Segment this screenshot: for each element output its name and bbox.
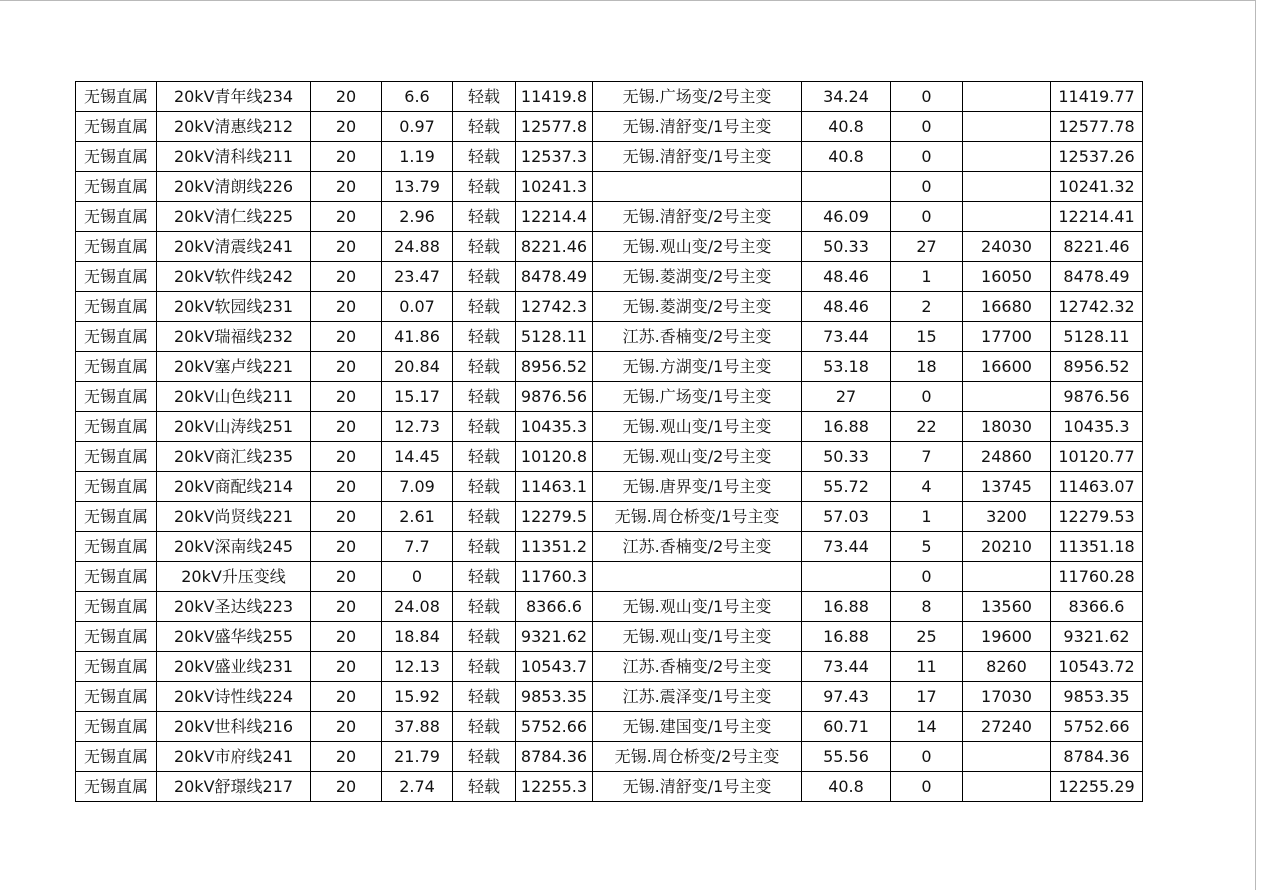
line-name-cell: 20kV商配线214 bbox=[157, 472, 311, 502]
count-cell: 8 bbox=[891, 592, 963, 622]
count-cell: 1 bbox=[891, 262, 963, 292]
substation-cell: 江苏.香楠变/2号主变 bbox=[593, 322, 802, 352]
available-capacity-cell: 9321.62 bbox=[1051, 622, 1143, 652]
unit-cell: 无锡直属 bbox=[76, 442, 157, 472]
length-cell: 12.73 bbox=[382, 412, 453, 442]
unit-cell: 无锡直属 bbox=[76, 562, 157, 592]
table-row bbox=[76, 322, 1143, 352]
substation-cell: 无锡.观山变/2号主变 bbox=[593, 442, 802, 472]
substation-cell: 无锡.菱湖变/2号主变 bbox=[593, 292, 802, 322]
total-capacity-cell bbox=[963, 202, 1051, 232]
unit-cell: 无锡直属 bbox=[76, 382, 157, 412]
table-row bbox=[76, 82, 1143, 112]
transformer-load-cell: 73.44 bbox=[802, 652, 891, 682]
load-status-cell: 轻载 bbox=[453, 562, 516, 592]
total-capacity-cell: 17030 bbox=[963, 682, 1051, 712]
length-cell: 37.88 bbox=[382, 712, 453, 742]
line-name-cell: 20kV清震线241 bbox=[157, 232, 311, 262]
available-capacity-cell: 10543.72 bbox=[1051, 652, 1143, 682]
table-row bbox=[76, 292, 1143, 322]
count-cell: 17 bbox=[891, 682, 963, 712]
voltage-cell: 20 bbox=[311, 352, 382, 382]
available-capacity-cell: 9853.35 bbox=[1051, 682, 1143, 712]
count-cell: 22 bbox=[891, 412, 963, 442]
length-cell: 21.79 bbox=[382, 742, 453, 772]
load-status-cell: 轻载 bbox=[453, 232, 516, 262]
unit-cell: 无锡直属 bbox=[76, 352, 157, 382]
unit-cell: 无锡直属 bbox=[76, 292, 157, 322]
unit-cell: 无锡直属 bbox=[76, 622, 157, 652]
available-capacity-cell: 5752.66 bbox=[1051, 712, 1143, 742]
unit-cell: 无锡直属 bbox=[76, 652, 157, 682]
line-name-cell: 20kV圣达线223 bbox=[157, 592, 311, 622]
available-capacity-cell: 8956.52 bbox=[1051, 352, 1143, 382]
total-capacity-cell: 16680 bbox=[963, 292, 1051, 322]
unit-cell: 无锡直属 bbox=[76, 262, 157, 292]
voltage-cell: 20 bbox=[311, 112, 382, 142]
transformer-load-cell: 53.18 bbox=[802, 352, 891, 382]
unit-cell: 无锡直属 bbox=[76, 112, 157, 142]
line-name-cell: 20kV尚贤线221 bbox=[157, 502, 311, 532]
count-cell: 0 bbox=[891, 172, 963, 202]
length-cell: 6.6 bbox=[382, 82, 453, 112]
line-name-cell: 20kV软园线231 bbox=[157, 292, 311, 322]
substation-cell: 无锡.观山变/1号主变 bbox=[593, 412, 802, 442]
unit-cell: 无锡直属 bbox=[76, 772, 157, 802]
transformer-load-cell: 40.8 bbox=[802, 112, 891, 142]
transformer-load-cell bbox=[802, 172, 891, 202]
transformer-load-cell: 16.88 bbox=[802, 592, 891, 622]
voltage-cell: 20 bbox=[311, 622, 382, 652]
capacity-cell: 8366.6 bbox=[516, 592, 593, 622]
load-status-cell: 轻载 bbox=[453, 472, 516, 502]
voltage-cell: 20 bbox=[311, 262, 382, 292]
table-row bbox=[76, 352, 1143, 382]
available-capacity-cell: 8784.36 bbox=[1051, 742, 1143, 772]
table-row bbox=[76, 202, 1143, 232]
line-name-cell: 20kV软件线242 bbox=[157, 262, 311, 292]
transformer-load-cell: 40.8 bbox=[802, 772, 891, 802]
available-capacity-cell: 12577.78 bbox=[1051, 112, 1143, 142]
substation-cell: 无锡.观山变/1号主变 bbox=[593, 592, 802, 622]
load-status-cell: 轻载 bbox=[453, 322, 516, 352]
transformer-load-cell: 73.44 bbox=[802, 532, 891, 562]
available-capacity-cell: 12255.29 bbox=[1051, 772, 1143, 802]
substation-cell: 无锡.方湖变/1号主变 bbox=[593, 352, 802, 382]
length-cell: 18.84 bbox=[382, 622, 453, 652]
total-capacity-cell: 3200 bbox=[963, 502, 1051, 532]
length-cell: 15.17 bbox=[382, 382, 453, 412]
unit-cell: 无锡直属 bbox=[76, 742, 157, 772]
substation-cell bbox=[593, 172, 802, 202]
available-capacity-cell: 11419.77 bbox=[1051, 82, 1143, 112]
capacity-cell: 8221.46 bbox=[516, 232, 593, 262]
length-cell: 0.07 bbox=[382, 292, 453, 322]
table-row bbox=[76, 442, 1143, 472]
total-capacity-cell: 27240 bbox=[963, 712, 1051, 742]
available-capacity-cell: 5128.11 bbox=[1051, 322, 1143, 352]
count-cell: 25 bbox=[891, 622, 963, 652]
voltage-cell: 20 bbox=[311, 322, 382, 352]
capacity-cell: 8784.36 bbox=[516, 742, 593, 772]
load-status-cell: 轻载 bbox=[453, 442, 516, 472]
count-cell: 5 bbox=[891, 532, 963, 562]
length-cell: 2.74 bbox=[382, 772, 453, 802]
count-cell: 14 bbox=[891, 712, 963, 742]
capacity-cell: 5128.11 bbox=[516, 322, 593, 352]
length-cell: 20.84 bbox=[382, 352, 453, 382]
capacity-cell: 11760.3 bbox=[516, 562, 593, 592]
voltage-cell: 20 bbox=[311, 502, 382, 532]
table-row bbox=[76, 742, 1143, 772]
available-capacity-cell: 10435.3 bbox=[1051, 412, 1143, 442]
length-cell: 0.97 bbox=[382, 112, 453, 142]
load-status-cell: 轻载 bbox=[453, 772, 516, 802]
total-capacity-cell: 17700 bbox=[963, 322, 1051, 352]
count-cell: 1 bbox=[891, 502, 963, 532]
unit-cell: 无锡直属 bbox=[76, 82, 157, 112]
length-cell: 2.61 bbox=[382, 502, 453, 532]
voltage-cell: 20 bbox=[311, 652, 382, 682]
load-status-cell: 轻载 bbox=[453, 382, 516, 412]
total-capacity-cell: 24860 bbox=[963, 442, 1051, 472]
line-name-cell: 20kV世科线216 bbox=[157, 712, 311, 742]
available-capacity-cell: 8478.49 bbox=[1051, 262, 1143, 292]
available-capacity-cell: 9876.56 bbox=[1051, 382, 1143, 412]
transformer-load-cell: 48.46 bbox=[802, 262, 891, 292]
transformer-load-cell bbox=[802, 562, 891, 592]
table-row bbox=[76, 112, 1143, 142]
count-cell: 0 bbox=[891, 202, 963, 232]
load-status-cell: 轻载 bbox=[453, 292, 516, 322]
substation-cell: 无锡.观山变/1号主变 bbox=[593, 622, 802, 652]
load-status-cell: 轻载 bbox=[453, 652, 516, 682]
substation-cell: 无锡.唐界变/1号主变 bbox=[593, 472, 802, 502]
length-cell: 0 bbox=[382, 562, 453, 592]
capacity-cell: 12255.3 bbox=[516, 772, 593, 802]
total-capacity-cell: 8260 bbox=[963, 652, 1051, 682]
substation-cell: 无锡.周仓桥变/1号主变 bbox=[593, 502, 802, 532]
available-capacity-cell: 12214.41 bbox=[1051, 202, 1143, 232]
capacity-cell: 10435.3 bbox=[516, 412, 593, 442]
voltage-cell: 20 bbox=[311, 442, 382, 472]
length-cell: 24.88 bbox=[382, 232, 453, 262]
count-cell: 15 bbox=[891, 322, 963, 352]
line-name-cell: 20kV塞卢线221 bbox=[157, 352, 311, 382]
count-cell: 18 bbox=[891, 352, 963, 382]
count-cell: 27 bbox=[891, 232, 963, 262]
total-capacity-cell: 13560 bbox=[963, 592, 1051, 622]
length-cell: 2.96 bbox=[382, 202, 453, 232]
unit-cell: 无锡直属 bbox=[76, 142, 157, 172]
voltage-cell: 20 bbox=[311, 82, 382, 112]
line-name-cell: 20kV瑞福线232 bbox=[157, 322, 311, 352]
voltage-cell: 20 bbox=[311, 682, 382, 712]
count-cell: 0 bbox=[891, 742, 963, 772]
substation-cell: 无锡.清舒变/1号主变 bbox=[593, 142, 802, 172]
count-cell: 4 bbox=[891, 472, 963, 502]
capacity-cell: 11351.2 bbox=[516, 532, 593, 562]
count-cell: 0 bbox=[891, 112, 963, 142]
capacity-cell: 12742.3 bbox=[516, 292, 593, 322]
line-name-cell: 20kV升压变线 bbox=[157, 562, 311, 592]
table-row bbox=[76, 592, 1143, 622]
count-cell: 0 bbox=[891, 82, 963, 112]
substation-cell: 无锡.清舒变/1号主变 bbox=[593, 772, 802, 802]
unit-cell: 无锡直属 bbox=[76, 502, 157, 532]
capacity-cell: 8478.49 bbox=[516, 262, 593, 292]
substation-cell: 无锡.菱湖变/2号主变 bbox=[593, 262, 802, 292]
line-name-cell: 20kV清惠线212 bbox=[157, 112, 311, 142]
length-cell: 13.79 bbox=[382, 172, 453, 202]
capacity-cell: 12214.4 bbox=[516, 202, 593, 232]
length-cell: 23.47 bbox=[382, 262, 453, 292]
table-row bbox=[76, 712, 1143, 742]
substation-cell: 无锡.周仓桥变/2号主变 bbox=[593, 742, 802, 772]
total-capacity-cell bbox=[963, 772, 1051, 802]
count-cell: 7 bbox=[891, 442, 963, 472]
transformer-load-cell: 48.46 bbox=[802, 292, 891, 322]
capacity-cell: 9853.35 bbox=[516, 682, 593, 712]
total-capacity-cell: 13745 bbox=[963, 472, 1051, 502]
load-status-cell: 轻载 bbox=[453, 682, 516, 712]
count-cell: 11 bbox=[891, 652, 963, 682]
capacity-cell: 12577.8 bbox=[516, 112, 593, 142]
table-row bbox=[76, 142, 1143, 172]
load-status-cell: 轻载 bbox=[453, 82, 516, 112]
unit-cell: 无锡直属 bbox=[76, 172, 157, 202]
total-capacity-cell: 16050 bbox=[963, 262, 1051, 292]
table-row bbox=[76, 262, 1143, 292]
total-capacity-cell bbox=[963, 382, 1051, 412]
load-status-cell: 轻载 bbox=[453, 502, 516, 532]
voltage-cell: 20 bbox=[311, 292, 382, 322]
line-name-cell: 20kV清朗线226 bbox=[157, 172, 311, 202]
unit-cell: 无锡直属 bbox=[76, 592, 157, 622]
total-capacity-cell bbox=[963, 82, 1051, 112]
voltage-cell: 20 bbox=[311, 142, 382, 172]
voltage-cell: 20 bbox=[311, 172, 382, 202]
table-row bbox=[76, 682, 1143, 712]
table-row bbox=[76, 532, 1143, 562]
load-status-cell: 轻载 bbox=[453, 532, 516, 562]
unit-cell: 无锡直属 bbox=[76, 232, 157, 262]
line-name-cell: 20kV山色线211 bbox=[157, 382, 311, 412]
unit-cell: 无锡直属 bbox=[76, 532, 157, 562]
length-cell: 15.92 bbox=[382, 682, 453, 712]
transformer-load-cell: 55.56 bbox=[802, 742, 891, 772]
table-row bbox=[76, 652, 1143, 682]
load-status-cell: 轻载 bbox=[453, 622, 516, 652]
load-status-cell: 轻载 bbox=[453, 742, 516, 772]
load-status-cell: 轻载 bbox=[453, 262, 516, 292]
table-row bbox=[76, 232, 1143, 262]
capacity-cell: 11463.1 bbox=[516, 472, 593, 502]
unit-cell: 无锡直属 bbox=[76, 712, 157, 742]
voltage-cell: 20 bbox=[311, 772, 382, 802]
substation-cell bbox=[593, 562, 802, 592]
substation-cell: 江苏.震泽变/1号主变 bbox=[593, 682, 802, 712]
length-cell: 14.45 bbox=[382, 442, 453, 472]
voltage-cell: 20 bbox=[311, 412, 382, 442]
total-capacity-cell bbox=[963, 742, 1051, 772]
transformer-load-cell: 50.33 bbox=[802, 442, 891, 472]
transformer-load-cell: 50.33 bbox=[802, 232, 891, 262]
load-status-cell: 轻载 bbox=[453, 712, 516, 742]
capacity-cell: 10120.8 bbox=[516, 442, 593, 472]
total-capacity-cell: 16600 bbox=[963, 352, 1051, 382]
transformer-load-cell: 34.24 bbox=[802, 82, 891, 112]
transformer-load-cell: 60.71 bbox=[802, 712, 891, 742]
line-name-cell: 20kV市府线241 bbox=[157, 742, 311, 772]
voltage-cell: 20 bbox=[311, 712, 382, 742]
available-capacity-cell: 11463.07 bbox=[1051, 472, 1143, 502]
substation-cell: 江苏.香楠变/2号主变 bbox=[593, 652, 802, 682]
capacity-cell: 10543.7 bbox=[516, 652, 593, 682]
load-status-cell: 轻载 bbox=[453, 412, 516, 442]
total-capacity-cell bbox=[963, 172, 1051, 202]
transformer-load-cell: 57.03 bbox=[802, 502, 891, 532]
capacity-cell: 12537.3 bbox=[516, 142, 593, 172]
transformer-load-cell: 73.44 bbox=[802, 322, 891, 352]
substation-cell: 无锡.广场变/1号主变 bbox=[593, 382, 802, 412]
voltage-cell: 20 bbox=[311, 232, 382, 262]
capacity-cell: 5752.66 bbox=[516, 712, 593, 742]
table-row bbox=[76, 472, 1143, 502]
voltage-cell: 20 bbox=[311, 562, 382, 592]
unit-cell: 无锡直属 bbox=[76, 412, 157, 442]
total-capacity-cell bbox=[963, 142, 1051, 172]
line-name-cell: 20kV青年线234 bbox=[157, 82, 311, 112]
capacity-cell: 10241.3 bbox=[516, 172, 593, 202]
line-name-cell: 20kV清仁线225 bbox=[157, 202, 311, 232]
capacity-cell: 9876.56 bbox=[516, 382, 593, 412]
line-name-cell: 20kV商汇线235 bbox=[157, 442, 311, 472]
line-name-cell: 20kV清科线211 bbox=[157, 142, 311, 172]
table-row bbox=[76, 412, 1143, 442]
load-status-cell: 轻载 bbox=[453, 172, 516, 202]
available-capacity-cell: 11760.28 bbox=[1051, 562, 1143, 592]
voltage-cell: 20 bbox=[311, 532, 382, 562]
transformer-load-cell: 40.8 bbox=[802, 142, 891, 172]
substation-cell: 无锡.广场变/2号主变 bbox=[593, 82, 802, 112]
count-cell: 0 bbox=[891, 382, 963, 412]
unit-cell: 无锡直属 bbox=[76, 322, 157, 352]
total-capacity-cell: 18030 bbox=[963, 412, 1051, 442]
length-cell: 12.13 bbox=[382, 652, 453, 682]
available-capacity-cell: 12537.26 bbox=[1051, 142, 1143, 172]
load-status-cell: 轻载 bbox=[453, 202, 516, 232]
length-cell: 7.09 bbox=[382, 472, 453, 502]
load-status-cell: 轻载 bbox=[453, 142, 516, 172]
count-cell: 0 bbox=[891, 142, 963, 172]
transformer-load-cell: 97.43 bbox=[802, 682, 891, 712]
substation-cell: 无锡.建国变/1号主变 bbox=[593, 712, 802, 742]
transformer-load-cell: 16.88 bbox=[802, 622, 891, 652]
available-capacity-cell: 12742.32 bbox=[1051, 292, 1143, 322]
line-name-cell: 20kV舒璟线217 bbox=[157, 772, 311, 802]
table-row bbox=[76, 382, 1143, 412]
unit-cell: 无锡直属 bbox=[76, 682, 157, 712]
available-capacity-cell: 8221.46 bbox=[1051, 232, 1143, 262]
total-capacity-cell: 20210 bbox=[963, 532, 1051, 562]
load-status-cell: 轻载 bbox=[453, 352, 516, 382]
table-row bbox=[76, 172, 1143, 202]
capacity-cell: 11419.8 bbox=[516, 82, 593, 112]
voltage-cell: 20 bbox=[311, 382, 382, 412]
line-name-cell: 20kV盛华线255 bbox=[157, 622, 311, 652]
table-row bbox=[76, 562, 1143, 592]
transformer-load-cell: 27 bbox=[802, 382, 891, 412]
table-row bbox=[76, 622, 1143, 652]
table-row bbox=[76, 502, 1143, 532]
transformer-load-cell: 55.72 bbox=[802, 472, 891, 502]
transformer-load-cell: 16.88 bbox=[802, 412, 891, 442]
line-name-cell: 20kV诗性线224 bbox=[157, 682, 311, 712]
total-capacity-cell: 19600 bbox=[963, 622, 1051, 652]
line-name-cell: 20kV深南线245 bbox=[157, 532, 311, 562]
total-capacity-cell bbox=[963, 112, 1051, 142]
total-capacity-cell bbox=[963, 562, 1051, 592]
transformer-load-cell: 46.09 bbox=[802, 202, 891, 232]
length-cell: 7.7 bbox=[382, 532, 453, 562]
voltage-cell: 20 bbox=[311, 472, 382, 502]
count-cell: 0 bbox=[891, 562, 963, 592]
substation-cell: 江苏.香楠变/2号主变 bbox=[593, 532, 802, 562]
voltage-cell: 20 bbox=[311, 202, 382, 232]
substation-cell: 无锡.清舒变/2号主变 bbox=[593, 202, 802, 232]
length-cell: 41.86 bbox=[382, 322, 453, 352]
capacity-cell: 8956.52 bbox=[516, 352, 593, 382]
count-cell: 2 bbox=[891, 292, 963, 322]
voltage-cell: 20 bbox=[311, 592, 382, 622]
load-status-cell: 轻载 bbox=[453, 592, 516, 622]
available-capacity-cell: 12279.53 bbox=[1051, 502, 1143, 532]
voltage-cell: 20 bbox=[311, 742, 382, 772]
available-capacity-cell: 10120.77 bbox=[1051, 442, 1143, 472]
data-table bbox=[75, 81, 1143, 802]
count-cell: 0 bbox=[891, 772, 963, 802]
table-row bbox=[76, 772, 1143, 802]
capacity-cell: 12279.5 bbox=[516, 502, 593, 532]
line-name-cell: 20kV盛业线231 bbox=[157, 652, 311, 682]
unit-cell: 无锡直属 bbox=[76, 472, 157, 502]
line-name-cell: 20kV山涛线251 bbox=[157, 412, 311, 442]
unit-cell: 无锡直属 bbox=[76, 202, 157, 232]
capacity-cell: 9321.62 bbox=[516, 622, 593, 652]
total-capacity-cell: 24030 bbox=[963, 232, 1051, 262]
length-cell: 24.08 bbox=[382, 592, 453, 622]
available-capacity-cell: 8366.6 bbox=[1051, 592, 1143, 622]
available-capacity-cell: 11351.18 bbox=[1051, 532, 1143, 562]
length-cell: 1.19 bbox=[382, 142, 453, 172]
substation-cell: 无锡.观山变/2号主变 bbox=[593, 232, 802, 262]
load-status-cell: 轻载 bbox=[453, 112, 516, 142]
substation-cell: 无锡.清舒变/1号主变 bbox=[593, 112, 802, 142]
table-body bbox=[76, 82, 1143, 802]
available-capacity-cell: 10241.32 bbox=[1051, 172, 1143, 202]
